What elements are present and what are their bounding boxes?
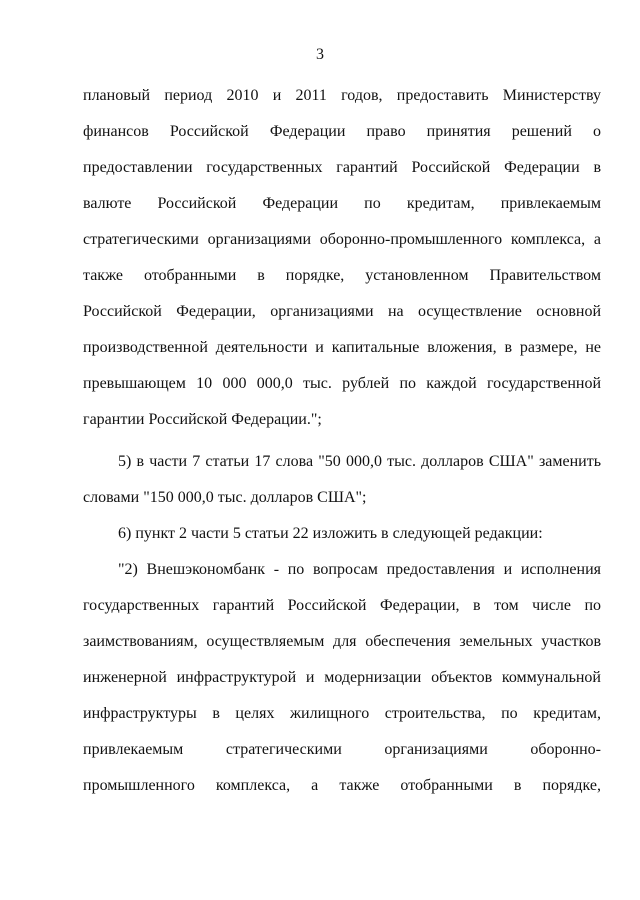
text-line: промышленного комплекса, а также отобранными в порядке,: [83, 777, 601, 794]
text-line: предоставлении государственных гарантий Российской Федерации в: [83, 159, 601, 176]
text-line: инфраструктуры в целях жилищного строительства, по кредитам,: [83, 705, 601, 722]
text-line: заимствованиям, осуществляемым для обеспечения земельных участков: [83, 633, 601, 650]
text-line: превышающем 10 000 000,0 тыс. рублей по каждой государственной: [83, 375, 601, 392]
text-line: привлекаемым стратегическими организациями оборонно-: [83, 741, 601, 758]
page-number: 3: [316, 46, 324, 63]
text-line: гарантии Российской Федерации.";: [83, 411, 322, 428]
text-line: валюте Российской Федерации по кредитам, привлекаемым: [83, 195, 601, 212]
text-line: плановый период 2010 и 2011 годов, предоставить Министерству: [83, 87, 601, 104]
text-line: "2) Внешэкономбанк - по вопросам предоставления и исполнения: [118, 561, 601, 578]
text-line: стратегическими организациями оборонно-промышленного комплекса, а: [83, 231, 601, 248]
text-line: государственных гарантий Российской Федерации, в том числе по: [83, 597, 601, 614]
text-line: инженерной инфраструктурой и модернизации объектов коммунальной: [83, 669, 601, 686]
text-line: финансов Российской Федерации право принятия решений о: [83, 123, 601, 140]
text-line: 6) пункт 2 части 5 статьи 22 изложить в следующей редакции:: [118, 525, 543, 542]
text-line: словами "150 000,0 тыс. долларов США";: [83, 489, 367, 506]
text-line: Российской Федерации, организациями на осуществление основной: [83, 303, 601, 320]
text-line: производственной деятельности и капитальные вложения, в размере, не: [83, 339, 601, 356]
text-line: 5) в части 7 статьи 17 слова "50 000,0 тыс. долларов США" заменить: [118, 453, 601, 470]
text-line: также отобранными в порядке, установленном Правительством: [83, 267, 601, 284]
